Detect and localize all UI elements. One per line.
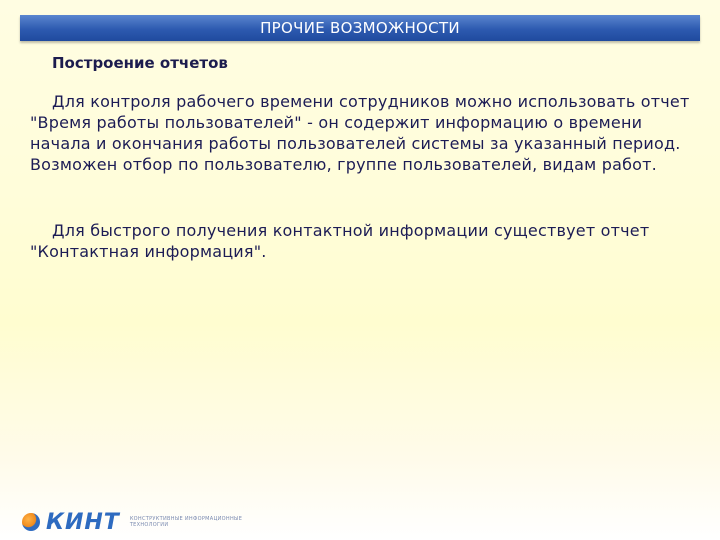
paragraph-2 xyxy=(30,220,698,262)
paragraph-1 xyxy=(30,91,698,175)
slide-title: ПРОЧИЕ ВОЗМОЖНОСТИ xyxy=(260,19,460,37)
section-heading: Построение отчетов xyxy=(52,54,228,72)
kint-logo-icon xyxy=(22,513,40,531)
logo-tagline: КОНСТРУКТИВНЫЕ ИНФОРМАЦИОННЫЕ ТЕХНОЛОГИИ xyxy=(129,516,243,528)
title-bar xyxy=(20,15,700,41)
company-logo xyxy=(22,510,280,534)
paragraph-2-text: Для быстрого получения контактной информации существует отчет "Контактная информация". xyxy=(30,221,650,261)
paragraph-1-text: Для контроля рабочего времени сотрудников можно использовать отчет "Время работы пользователей" - он содержит информацию о времени начала и окончания работы пользователей системы за указанный период. Возможен отбор по пользователю, группе пользователей, видам работ. xyxy=(30,92,690,174)
logo-name: КИНТ xyxy=(46,509,120,535)
